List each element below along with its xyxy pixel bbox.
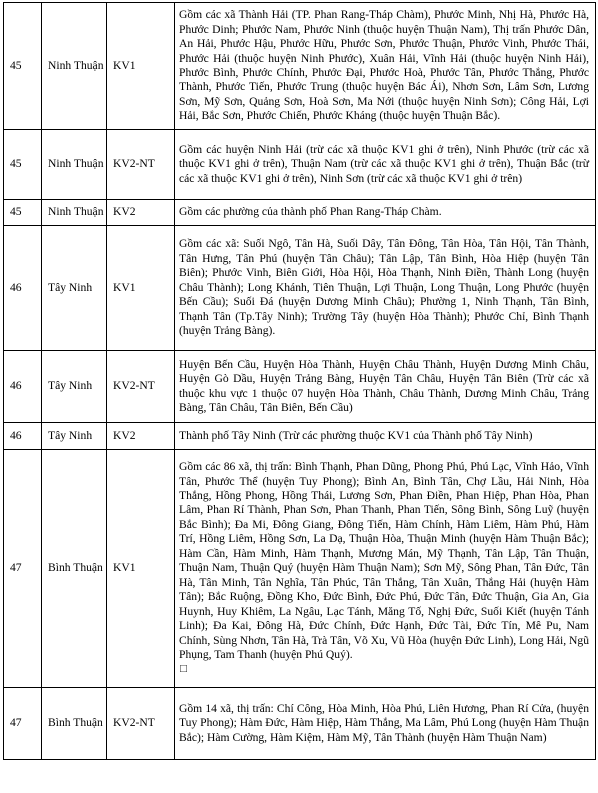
table-row	[4, 200, 596, 226]
trailing-box-mark: □	[180, 662, 188, 676]
area-code: KV1	[107, 226, 175, 351]
area-description: Thành phố Tây Ninh (Trừ các phường thuộc KV1 của Thành phố Tây Ninh)	[175, 423, 596, 450]
province-name: Ninh Thuận	[42, 130, 107, 200]
area-description: Gồm các 86 xã, thị trấn: Bình Thạnh, Phan Dũng, Phong Phú, Phú Lạc, Vĩnh Hảo, Vĩnh Tân, Phước Thể (huyện Tuy Phong); Bình An, Bình Tân, Chợ Lầu, Hải Ninh, Hòa Thắng, Hồng Phong, Hồng Thái, Lương Sơn, Phan Điền, Phan Hiệp, Phan Hòa, Phan Lâm, Phan Rí Thành, Phan Sơn, Phan Thanh, Phan Tiến, Sông Bình, Sông Luỹ (huyện Bắc Bình); Đa Mi, Đông Giang, Đông Tiến, Hàm Chính, Hàm Liêm, Hàm Phú, Hàm Trí, Hồng Liêm, Hồng Sơn, La Dạ, Thuận Hòa, Thuận Minh (huyện Hàm Thuận Bắc); Hàm Cần, Hàm Minh, Hàm Thạnh, Mương Mán, Mỹ Thạnh, Tân Lập, Tân Thuận, Thuận Nam, Thuận Quý (huyện Hàm Thuận Nam); Sơn Mỹ, Sông Phan, Tân Đức, Tân Hà, Tân Minh, Tân Nghĩa, Tân Phúc, Tân Thắng, Tân Xuân, Thắng Hải (huyện Hàm Tân); Bắc Ruộng, Đồng Kho, Đức Bình, Đức Phú, Đức Tân, Đức Thuận, Gia An, Gia Huynh, Huy Khiêm, La Ngâu, Lạc Tánh, Măng Tố, Nghị Đức, Suối Kiết (huyện Tánh Linh); Đa Kai, Đông Hà, Đức Chính, Đức Hạnh, Đức Tài, Đức Tín, Mê Pu, Nam Chính, Sùng Nhơn, Tân Hà, Trà Tân, Võ Xu, Vũ Hòa (huyện Đức Linh), Long Hải, Ngũ Phụng, Tam Thanh (huyện Phú Quý). □	[175, 450, 596, 688]
table-row	[4, 130, 596, 200]
area-code: KV1	[107, 450, 175, 688]
area-code: KV2	[107, 200, 175, 226]
province-name: Ninh Thuận	[42, 3, 107, 130]
province-code: 46	[4, 226, 42, 351]
area-code: KV2-NT	[107, 688, 175, 760]
province-name: Bình Thuận	[42, 688, 107, 760]
table-row	[4, 351, 596, 423]
table-row	[4, 226, 596, 351]
area-code: KV2-NT	[107, 130, 175, 200]
area-code: KV1	[107, 3, 175, 130]
province-name: Bình Thuận	[42, 450, 107, 688]
area-description: Gồm các phường của thành phố Phan Rang-Tháp Chàm.	[175, 200, 596, 226]
priority-area-table	[3, 2, 596, 760]
province-name: Tây Ninh	[42, 351, 107, 423]
province-name: Tây Ninh	[42, 226, 107, 351]
table-row	[4, 3, 596, 130]
province-code: 45	[4, 3, 42, 130]
area-description: Gồm các xã Thành Hải (TP. Phan Rang-Tháp Chàm), Phước Minh, Nhị Hà, Phước Hà, Phước Dinh; Phước Nam, Phước Ninh (thuộc huyện Thuận Nam), Thị trấn Phước Dân, An Hải, Phước Hậu, Phước Hữu, Phước Sơn, Phước Thuận, Phước Vinh, Phước Thái, Phước Hải (thuộc huyện Ninh Phước), Xuân Hải, Vĩnh Hải (thuộc huyện Ninh Hải), Phước Bình, Phước Chính, Phước Đại, Phước Hoà, Phước Tân, Phước Thắng, Phước Thành, Phước Tiến, Phước Trung (thuộc huyện Bác Ái), Nhơn Sơn, Lâm Sơn, Lương Sơn, Mỹ Sơn, Quảng Sơn, Hoà Sơn, Ma Nới (thuộc huyện Ninh Sơn); Công Hải, Lợi Hải, Bắc Sơn, Phước Chiến, Phước Kháng (thuộc huyện Thuận Bắc).	[175, 3, 596, 130]
area-code: KV2-NT	[107, 351, 175, 423]
table-row	[4, 450, 596, 688]
province-name: Ninh Thuận	[42, 200, 107, 226]
area-description: Gồm các huyện Ninh Hải (trừ các xã thuộc KV1 ghi ở trên), Ninh Phước (trừ các xã thuộc KV1 ghi ở trên), Thuận Nam (trừ các xã thuộc KV1 ghi ở trên), Thuận Bắc (trừ các xã thuộc KV1 ghi ở trên), Ninh Sơn (trừ các xã thuộc KV1 ghi ở trên)	[175, 130, 596, 200]
table-row	[4, 688, 596, 760]
province-code: 45	[4, 130, 42, 200]
province-code: 47	[4, 450, 42, 688]
table-row	[4, 423, 596, 450]
area-description: Gồm 14 xã, thị trấn: Chí Công, Hòa Minh, Hòa Phú, Liên Hương, Phan Rí Cửa, (huyện Tuy Phong); Hàm Đức, Hàm Hiệp, Hàm Thắng, Ma Lâm, Phú Long (huyện Hàm Thuận Bắc); Hàm Cường, Hàm Kiệm, Hàm Mỹ, Tân Thành (huyện Hàm Thuận Nam)	[175, 688, 596, 760]
area-description: Huyện Bến Cầu, Huyện Hòa Thành, Huyện Châu Thành, Huyện Dương Minh Châu, Huyện Gò Dầu, Huyện Trảng Bàng, Huyện Tân Châu, Huyện Tân Biên (Trừ các xã thuộc khu vực 1 thuộc 07 huyện Hòa Thành, Châu Thành, Dương Minh Châu, Trảng Bàng, Tân Châu, Tân Biên, Bến Cầu)	[175, 351, 596, 423]
area-description: Gồm các xã: Suối Ngô, Tân Hà, Suối Dây, Tân Đông, Tân Hòa, Tân Hội, Tân Thành, Tân Hưng, Tân Phú (huyện Tân Châu); Tân Lập, Tân Bình, Hòa Hiệp (huyện Tân Biên); Phước Vinh, Biên Giới, Hòa Hội, Hòa Thạnh, Ninh Điền, Thành Long (huyện Châu Thành); Long Khánh, Tiên Thuận, Lợi Thuận, Long Thuận, Long Phước (huyện Bến Cầu); Suối Đá (huyện Dương Minh Châu); Phường 1, Ninh Thạnh, Tân Bình, Thạnh Tân (Tp.Tây Ninh); Trường Tây (huyện Hòa Thành); Phước Chỉ, Bình Thạnh (huyện Trảng Bàng).	[175, 226, 596, 351]
province-code: 46	[4, 351, 42, 423]
province-code: 47	[4, 688, 42, 760]
province-name: Tây Ninh	[42, 423, 107, 450]
province-code: 46	[4, 423, 42, 450]
area-code: KV2	[107, 423, 175, 450]
province-code: 45	[4, 200, 42, 226]
